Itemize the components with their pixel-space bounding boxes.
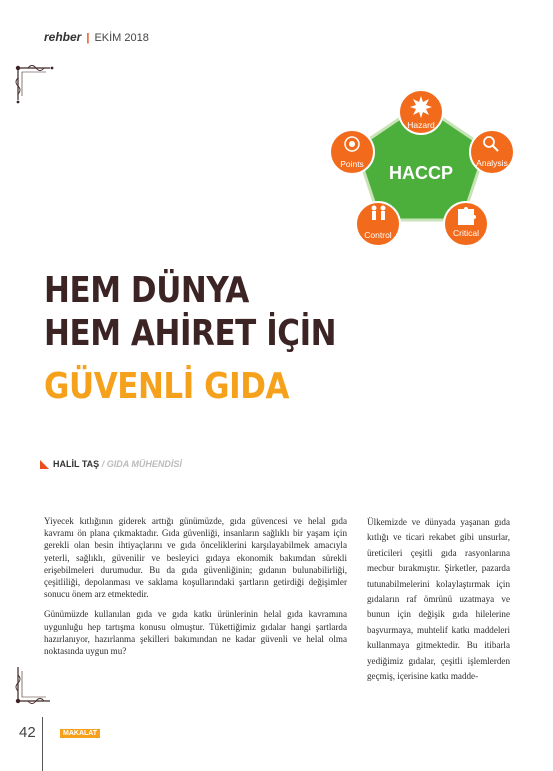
issue-date: EKİM 2018	[94, 32, 149, 44]
hazard-node	[399, 90, 443, 134]
byline	[40, 459, 182, 469]
critical-node	[444, 202, 488, 246]
control-node	[356, 202, 400, 246]
haccp-diagram	[326, 86, 516, 246]
author-name: HALİL TAŞ	[53, 459, 100, 469]
analysis-node	[470, 130, 514, 174]
node-label-hazard: Hazard	[407, 120, 435, 130]
body-column-right	[367, 515, 510, 684]
puzzle-icon	[458, 207, 476, 225]
node-label-control: Control	[364, 230, 392, 240]
title-line-2: HEM AHİRET İÇİN	[44, 313, 337, 354]
title-line-3: GÜVENLİ GIDA	[44, 366, 290, 407]
node-label-points: Points	[340, 159, 364, 169]
header-separator: |	[86, 32, 90, 44]
section-tag: MAKALAT	[60, 729, 100, 738]
paragraph: Ülkemizde ve dünyada yaşanan gıda kıtlığı ve ticari rekabet gibi unsurlar, üreticileri çeşitli gıda rasyonlarına mecbur bırakmıştır. Şirketler, pazarda tutunabilmelerini kolaylaştırmak için gıdaların raf ömrünü uzatmaya ve bunun için değişik gıda hilelerine başvurmaya, muhtelif katkı maddeleri kullanmaya gitmektedir. Bu itibarla yediğimiz gıdalar, çeşitli işlemlerden geçmiş, içerisine katkı madde-	[367, 517, 510, 682]
haccp-center-label: HACCP	[388, 163, 454, 183]
points-node	[330, 130, 374, 174]
paragraph: Yiyecek kıtlığının giderek arttığı günümüzde, gıda güvencesi ve helal gıda kavramı ön plana çıkmaktadır. Gıda güvenliği, insanların sağlıklı bir yaşam için gerekli olan besin ihtiyaçlarını ve gıda önceliklerini karşılayabilmek amacıyla yeterli, sağlıklı, güvenilir ve besleyici gıdaya ekonomik bakımdan sürekli erişebilmeleri durumudur. Bu da gıda güvenliğinin; gıdanın bulunabilirliği, çeşitliliği, depolanması ve saklama koşullarındaki şartların getirdiği değişimler sonucu önem arz etmektedir.	[44, 516, 347, 600]
node-label-analysis: Analysis	[476, 158, 508, 168]
title-line-1: HEM DÜNYA	[44, 270, 249, 311]
paragraph: Günümüzde kullanılan gıda ve gıda katkı ürünlerinin helal gıda kavramına uygunluğu hep tartışma konusu olmuştur. Tükettiğimiz gıdalar hangi şartlarda hazırlanıyor, hazırlanma şekilleri bakımından ne kadar güvenli ve helal olma noktasında uygun mu?	[44, 609, 347, 657]
running-header	[44, 30, 149, 44]
magazine-brand: rehber	[44, 30, 82, 44]
hazard-burst-icon	[410, 96, 432, 118]
page-number: 42	[19, 724, 36, 741]
footer-divider	[42, 717, 43, 771]
corner-ornament-bottom-icon	[14, 665, 56, 707]
byline-marker-icon	[40, 460, 49, 469]
author-role: / GIDA MÜHENDİSİ	[101, 459, 182, 469]
body-column-left	[44, 515, 347, 665]
node-label-critical: Critical	[453, 228, 479, 238]
corner-ornament-icon	[14, 62, 56, 104]
